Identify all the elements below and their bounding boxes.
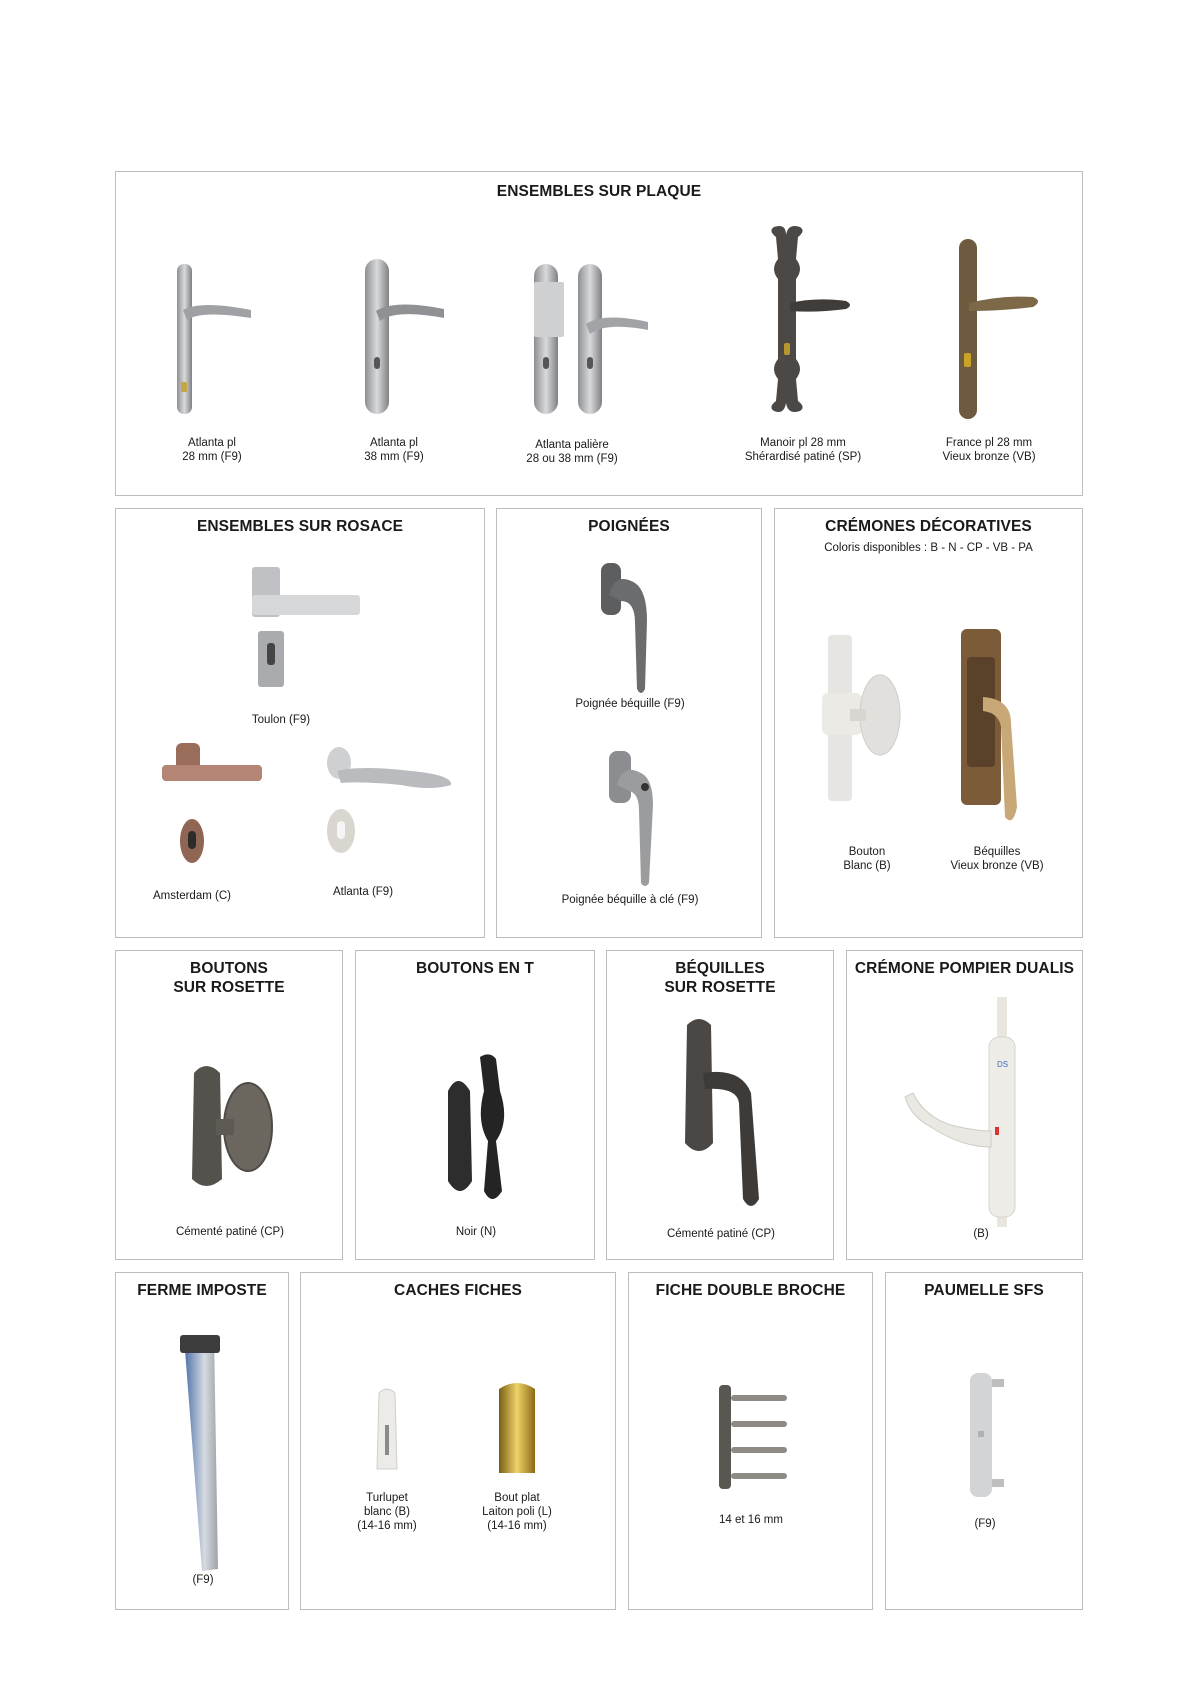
caption: (F9) xyxy=(192,1574,214,1586)
oval-knob-rosette-icon xyxy=(186,1059,286,1199)
section-title: BOUTONS EN T xyxy=(415,960,535,977)
ornate-plate-handle-icon xyxy=(756,229,866,419)
section-title: ENSEMBLES SUR ROSACE xyxy=(196,518,404,535)
copper-rose-handle-icon xyxy=(158,741,268,871)
white-hinge-cap-icon xyxy=(367,1385,407,1475)
panel-ensembles-sur-rosace xyxy=(115,508,485,938)
caption: Poignée béquille à clé (F9) xyxy=(561,894,699,906)
caption: Manoir pl 28 mm Shérardisé patiné (SP) xyxy=(744,437,862,463)
panel-cremone-pompier-dualis xyxy=(846,950,1083,1260)
caption: Béquilles Vieux bronze (VB) xyxy=(950,846,1044,872)
caption: Bout plat Laiton poli (L) (14-16 mm) xyxy=(482,1492,552,1532)
section-subtitle: Coloris disponibles : B - N - CP - VB - PA xyxy=(824,542,1033,554)
square-rose-handle-icon xyxy=(244,565,364,695)
transom-closer-icon xyxy=(178,1333,238,1573)
window-handle-icon xyxy=(595,561,675,696)
panel-paumelle-sfs xyxy=(885,1272,1083,1610)
brass-hinge-cap-icon xyxy=(493,1377,543,1477)
section-title: BÉQUILLES SUR ROSETTE xyxy=(664,960,776,996)
panel-ensembles-sur-plaque xyxy=(115,171,1083,496)
caption: Cémenté patiné (CP) xyxy=(175,1226,285,1238)
section-title: FERME IMPOSTE xyxy=(137,1282,267,1299)
section-title: CRÉMONES DÉCORATIVES xyxy=(825,518,1032,535)
white-knob-espagnolette-icon xyxy=(820,633,910,803)
caption: (B) xyxy=(973,1228,989,1240)
caption: Bouton Blanc (B) xyxy=(843,846,891,872)
sfs-hinge-icon xyxy=(964,1371,1014,1501)
bronze-lever-espagnolette-icon xyxy=(957,627,1047,827)
caption: Cémenté patiné (CP) xyxy=(666,1228,776,1240)
section-title: CACHES FICHES xyxy=(394,1282,522,1299)
panel-poignees xyxy=(496,508,762,938)
t-knob-icon xyxy=(440,1051,530,1211)
panel-bequilles-sur-rosette xyxy=(606,950,834,1260)
double-plate-handle-icon xyxy=(526,262,656,422)
double-pin-hinge-icon xyxy=(717,1385,797,1495)
panel-boutons-sur-rosette xyxy=(115,950,343,1260)
panel-boutons-en-t xyxy=(355,950,595,1260)
panel-ferme-imposte xyxy=(115,1272,289,1610)
curved-rose-handle-icon xyxy=(321,741,461,861)
caption: Atlanta pl 28 mm (F9) xyxy=(182,437,242,463)
caption: Poignée béquille (F9) xyxy=(575,698,685,710)
fire-espagnolette-icon xyxy=(891,997,1031,1227)
lever-rosette-icon xyxy=(681,1013,791,1213)
section-title: FICHE DOUBLE BROCHE xyxy=(655,1282,846,1299)
panel-cremones-decoratives xyxy=(774,508,1083,938)
svg-text:DS: DS xyxy=(997,1060,1009,1069)
caption: Noir (N) xyxy=(455,1226,497,1238)
panel-fiche-double-broche xyxy=(628,1272,873,1610)
wide-plate-handle-icon xyxy=(346,257,456,422)
caption: 14 et 16 mm xyxy=(719,1514,783,1526)
caption: (F9) xyxy=(974,1518,996,1530)
section-title: POIGNÉES xyxy=(588,518,670,535)
caption: Toulon (F9) xyxy=(251,714,311,726)
long-plate-handle-icon xyxy=(161,262,271,427)
bronze-plate-handle-icon xyxy=(941,237,1051,422)
caption: Atlanta pl 38 mm (F9) xyxy=(364,437,424,463)
caption: Turlupet blanc (B) (14-16 mm) xyxy=(357,1492,417,1532)
section-title: PAUMELLE SFS xyxy=(924,1282,1044,1299)
locking-window-handle-icon xyxy=(607,749,687,889)
caption: France pl 28 mm Vieux bronze (VB) xyxy=(942,437,1036,463)
caption: Amsterdam (C) xyxy=(153,890,231,902)
caption: Atlanta palière 28 ou 38 mm (F9) xyxy=(526,439,618,465)
caption: Atlanta (F9) xyxy=(332,886,394,898)
panel-caches-fiches xyxy=(300,1272,616,1610)
section-title: CRÉMONE POMPIER DUALIS xyxy=(854,960,1075,977)
section-title: ENSEMBLES SUR PLAQUE xyxy=(496,183,702,200)
section-title: BOUTONS SUR ROSETTE xyxy=(173,960,285,996)
